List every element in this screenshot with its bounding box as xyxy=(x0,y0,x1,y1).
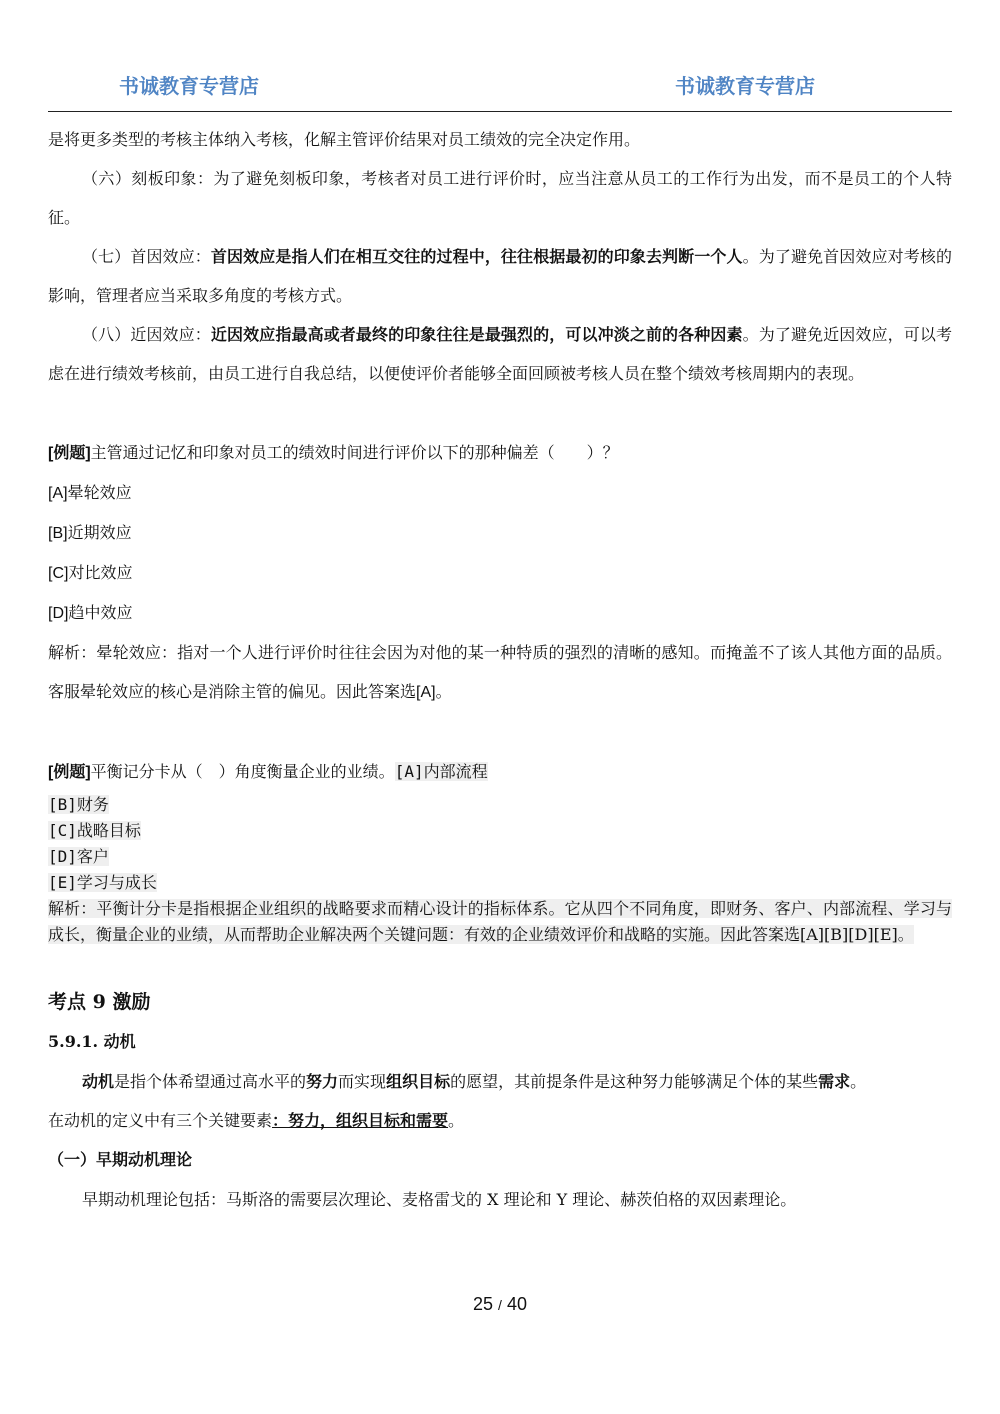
example1-option-b: [B]近期效应 xyxy=(48,523,132,542)
example2-analysis: 解析：平衡计分卡是指根据企业组织的战略要求而精心设计的指标体系。它从四个不同角度，即财务、客户、内部流程、学习与成长，衡量企业的业绩，从而帮助企业解决两个关键问题：有效的企业绩效评价和战略的实施。因此答案选[A][B][D][E]。 xyxy=(48,899,952,944)
recency-definition: 近因效应指最高或者最终的印象往往是最强烈的，可以冲淡之前的各种因素 xyxy=(210,325,743,344)
example2-option-a: [A]内部流程 xyxy=(394,762,488,781)
example2-option-c: [C]战略目标 xyxy=(48,821,141,840)
document-body xyxy=(48,120,952,1219)
header-shop-name-right: 书诚教育专营店 xyxy=(675,74,815,98)
early-theory-text: 早期动机理论包括：马斯洛的需要层次理论、麦格雷戈的 X 理论和 Y 理论、赫茨伯格的双因素理论。 xyxy=(82,1190,797,1209)
paragraph-stereotype: （六）刻板印象：为了避免刻板印象，考核者对员工进行评价时，应当注意从员工的工作行为出发，而不是员工的个人特征。 xyxy=(48,169,952,227)
primacy-tail: 。为了避免首因效应对考核的影响，管理者应当采取多角度的考核方式。 xyxy=(48,247,952,305)
primacy-definition: 首因效应是指人们在相互交往的过程中，往往根据最初的印象去判断一个人 xyxy=(210,247,743,266)
header-shop-name-left: 书诚教育专营店 xyxy=(119,74,259,98)
example1-question xyxy=(48,433,952,473)
example1-option-a: [A]晕轮效应 xyxy=(48,483,132,502)
section-title: 考点 9 激励 xyxy=(48,991,151,1013)
page-current: 25 xyxy=(473,1294,494,1314)
paragraph-continuation: 是将更多类型的考核主体纳入考核，化解主管评价结果对员工绩效的完全决定作用。 xyxy=(48,130,641,149)
header-rule xyxy=(48,111,952,112)
example1-analysis: 解析：晕轮效应：指对一个人进行评价时往往会因为对他的某一种特质的强烈的清晰的感知。而掩盖不了该人其他方面的品质。客服晕轮效应的核心是消除主管的偏见。因此答案选[A]。 xyxy=(48,643,952,701)
example1-answer: [A] xyxy=(416,684,436,701)
motivation-definition: 动机是指个体希望通过高水平的努力而实现组织目标的愿望，其前提条件是这种努力能够满足个体的某些需求。 xyxy=(82,1072,867,1091)
page-separator: / xyxy=(498,1297,502,1313)
recency-lead: （八）近因效应： xyxy=(82,325,211,344)
paragraph-primacy-effect xyxy=(48,237,952,315)
paragraph-recency-effect xyxy=(48,315,952,393)
example2-tag: [例题] xyxy=(48,764,91,781)
example2-option-d: [D]客户 xyxy=(48,847,109,866)
example2-question xyxy=(48,752,952,792)
page-header xyxy=(0,0,1000,114)
page-number xyxy=(0,1294,1000,1315)
example1-option-d: [D]趋中效应 xyxy=(48,603,133,622)
page-total: 40 xyxy=(506,1294,527,1314)
example2-option-e: [E]学习与成长 xyxy=(48,873,157,892)
example2-question-text: 平衡记分卡从（ ）角度衡量企业的业绩。 xyxy=(90,762,395,781)
motivation-key-elements: 在动机的定义中有三个关键要素：努力，组织目标和需要。 xyxy=(48,1111,465,1130)
subsection-title: 5.9.1. 动机 xyxy=(48,1032,136,1051)
example2-option-b: [B]财务 xyxy=(48,795,109,814)
early-theory-heading: （一）早期动机理论 xyxy=(48,1150,193,1169)
primacy-lead: （七）首因效应： xyxy=(82,247,211,266)
example1-option-c: [C]对比效应 xyxy=(48,563,133,582)
example1-question-text: 主管通过记忆和印象对员工的绩效时间进行评价以下的那种偏差（ ）？ xyxy=(90,443,619,462)
example1-tag: [例题] xyxy=(48,445,91,462)
recency-tail: 。为了避免近因效应，可以考虑在进行绩效考核前，由员工进行自我总结，以便使评价者能够全面回顾被考核人员在整个绩效考核周期内的表现。 xyxy=(48,325,952,383)
